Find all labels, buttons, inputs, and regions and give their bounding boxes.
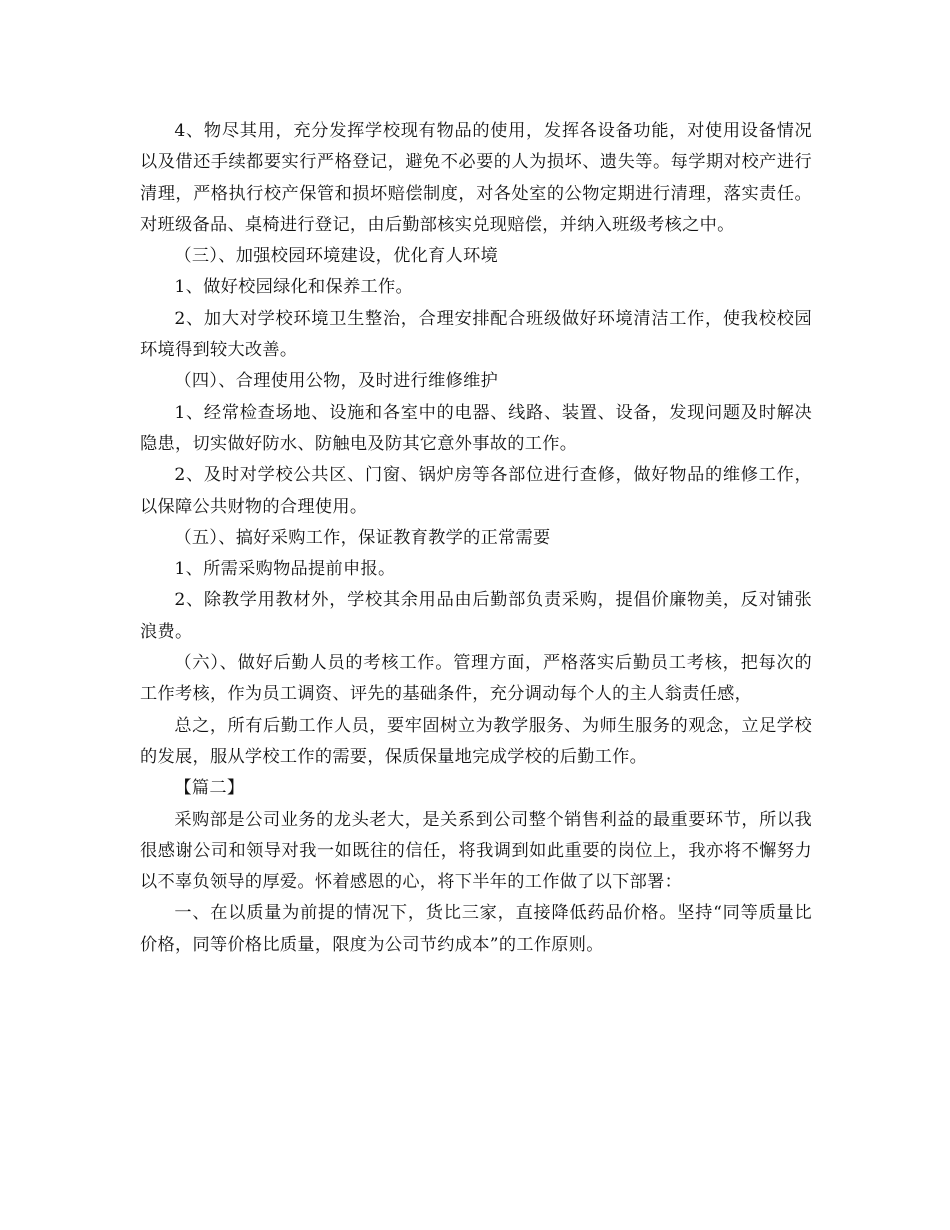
paragraph-purchase-request: 1、所需采购物品提前申报。 (174, 559, 396, 580)
section-heading-5: （五）、搞好采购工作，保证教育教学的正常需要 (174, 527, 551, 548)
paragraph-purchase-responsibility: 2、除教学用教材外，学校其余用品由后勤部负责采购，提倡价廉物美，反对铺张浪费。 (140, 590, 812, 642)
paragraph-purchasing-intro: 采购部是公司业务的龙头老大，是关系到公司整个销售利益的最重要环节，所以我很感谢公司和领导对我一如既往的信任，将我调到如此重要的岗位上，我亦将不懈努力以不辜负领导的厚爱。怀着感恩的心，将下半年的工作做了以下部署： (140, 809, 812, 893)
document-body (140, 116, 812, 961)
paragraph-summary: 总之，所有后勤工作人员，要牢固树立为教学服务、为师生服务的观念，立足学校的发展，服从学校工作的需要，保质保量地完成学校的后勤工作。 (140, 715, 812, 767)
section-heading-4: （四）、合理使用公物，及时进行维修维护 (174, 371, 499, 392)
section-heading-3: （三）、加强校园环境建设，优化育人环境 (174, 246, 499, 267)
section-heading-6: （六）、做好后勤人员的考核工作。管理方面，严格落实后勤员工考核，把每次的工作考核，作为员工调资、评先的基础条件，充分调动每个人的主人翁责任感， (140, 653, 812, 705)
paragraph-repair: 2、及时对学校公共区、门窗、锅炉房等各部位进行查修，做好物品的维修工作，以保障公共财物的合理使用。 (140, 465, 812, 517)
paragraph-inspection: 1、经常检查场地、设施和各室中的电器、线路、装置、设备，发现问题及时解决隐患，切实做好防水、防触电及防其它意外事故的工作。 (140, 402, 812, 454)
paragraph-sanitation: 2、加大对学校环境卫生整治，合理安排配合班级做好环境清洁工作，使我校校园环境得到较大改善。 (140, 308, 812, 361)
paragraph-item-4-equipment: 4、物尽其用，充分发挥学校现有物品的使用，发挥各设备功能，对使用设备情况以及借还手续都要实行严格登记，避免不必要的人为损坏、遗失等。每学期对校产进行清理，严格执行校产保管和损坏赔偿制度，对各处室的公物定期进行清理，落实责任。对班级备品、桌椅进行登记，由后勤部核实兑现赔偿，并纳入班级考核之中。 (140, 121, 812, 235)
paragraph-greening: 1、做好校园绿化和保养工作。 (174, 277, 413, 298)
part-two-heading: 【篇二】 (174, 778, 245, 799)
paragraph-quality-principle: 一、在以质量为前提的情况下，货比三家，直接降低药品价格。坚持“同等质量比价格，同等价格比质量，限度为公司节约成本”的工作原则。 (140, 903, 812, 955)
